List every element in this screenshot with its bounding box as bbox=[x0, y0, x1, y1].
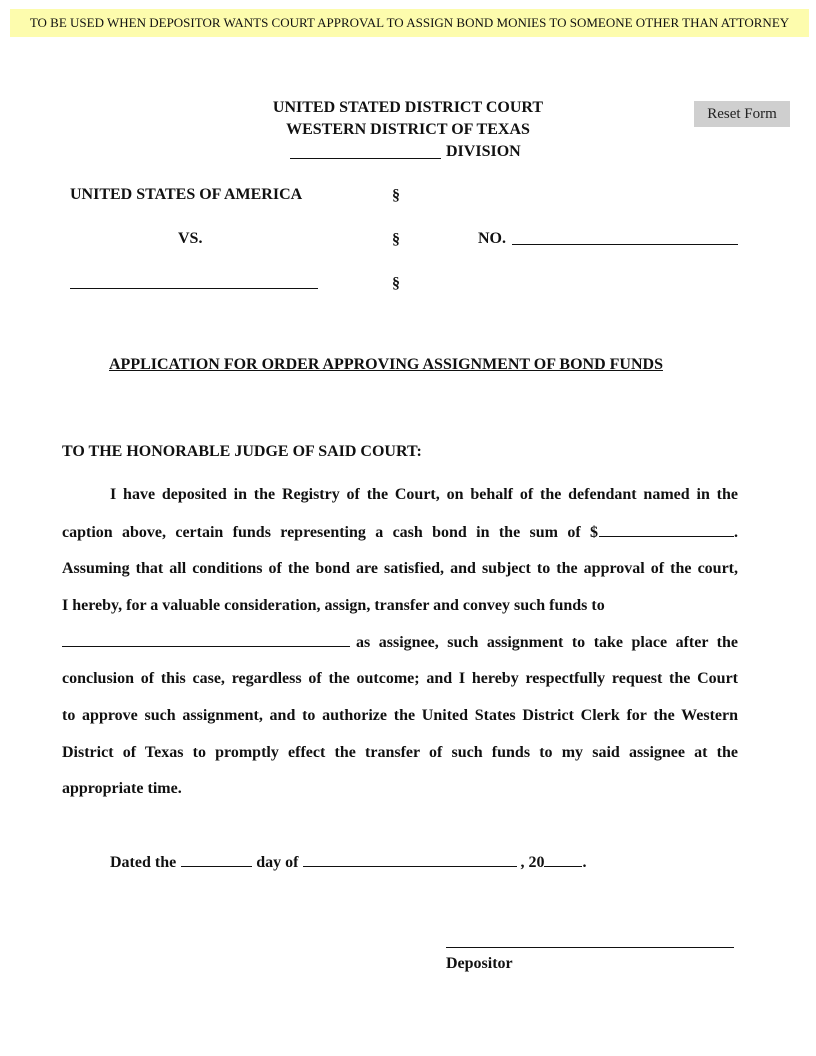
dated-day-of: day of bbox=[256, 854, 299, 871]
defendant-name-field[interactable] bbox=[70, 288, 318, 289]
division-field[interactable] bbox=[290, 158, 441, 159]
body-line bbox=[62, 523, 738, 543]
dated-year-prefix: , 20 bbox=[520, 854, 545, 871]
instruction-banner bbox=[10, 9, 809, 37]
dated-end: . bbox=[582, 854, 587, 871]
body-text: District of Texas to promptly effect the transfer of such funds to my said assignee at the bbox=[62, 744, 738, 761]
body-text: Assuming that all conditions of the bond are satisfied, and subject to the approval of the court, bbox=[62, 560, 738, 577]
body-text: . bbox=[734, 524, 738, 541]
document-title: APPLICATION FOR ORDER APPROVING ASSIGNMENT OF BOND FUNDS bbox=[109, 356, 663, 373]
court-district: WESTERN DISTRICT OF TEXAS bbox=[286, 121, 530, 138]
body-text: conclusion of this case, regardless of the outcome; and I hereby respectfully request the Court bbox=[62, 670, 738, 687]
dated-line bbox=[110, 853, 586, 872]
reset-form-button[interactable]: Reset Form bbox=[694, 101, 790, 127]
case-number-field[interactable] bbox=[512, 244, 738, 245]
section-symbol: § bbox=[392, 187, 400, 204]
section-symbol: § bbox=[392, 231, 400, 248]
body-text: I hereby, for a valuable consideration, assign, transfer and convey such funds to bbox=[62, 597, 605, 614]
body-text: I have deposited in the Registry of the Court, on behalf of the defendant named in the bbox=[110, 486, 738, 503]
signature-line[interactable] bbox=[446, 947, 734, 948]
bond-amount-field[interactable] bbox=[599, 523, 734, 537]
body-text: to approve such assignment, and to authorize the United States District Clerk for the Western bbox=[62, 707, 738, 724]
month-field[interactable] bbox=[303, 853, 517, 867]
versus-label: VS. bbox=[178, 230, 203, 247]
salutation: TO THE HONORABLE JUDGE OF SAID COURT: bbox=[62, 443, 422, 460]
body-text: appropriate time. bbox=[62, 780, 182, 797]
plaintiff-name: UNITED STATES OF AMERICA bbox=[70, 186, 303, 203]
section-symbol: § bbox=[392, 275, 400, 292]
body-line bbox=[62, 633, 738, 653]
body-text: as assignee, such assignment to take place after the bbox=[356, 634, 738, 651]
body-line bbox=[62, 486, 738, 506]
year-field[interactable] bbox=[544, 853, 582, 867]
dated-prefix: Dated the bbox=[110, 854, 177, 871]
day-field[interactable] bbox=[181, 853, 252, 867]
division-label: DIVISION bbox=[446, 143, 521, 160]
case-number-label: NO. bbox=[478, 230, 506, 247]
depositor-label: Depositor bbox=[446, 955, 513, 972]
assignee-field[interactable] bbox=[62, 633, 350, 647]
body-text: caption above, certain funds representing a cash bond in the sum of $ bbox=[62, 524, 598, 541]
banner-text: TO BE USED WHEN DEPOSITOR WANTS COURT APPROVAL TO ASSIGN BOND MONIES TO SOMEONE OTHER THAN ATTORNEY bbox=[29, 15, 790, 30]
court-name: UNITED STATED DISTRICT COURT bbox=[272, 99, 544, 116]
